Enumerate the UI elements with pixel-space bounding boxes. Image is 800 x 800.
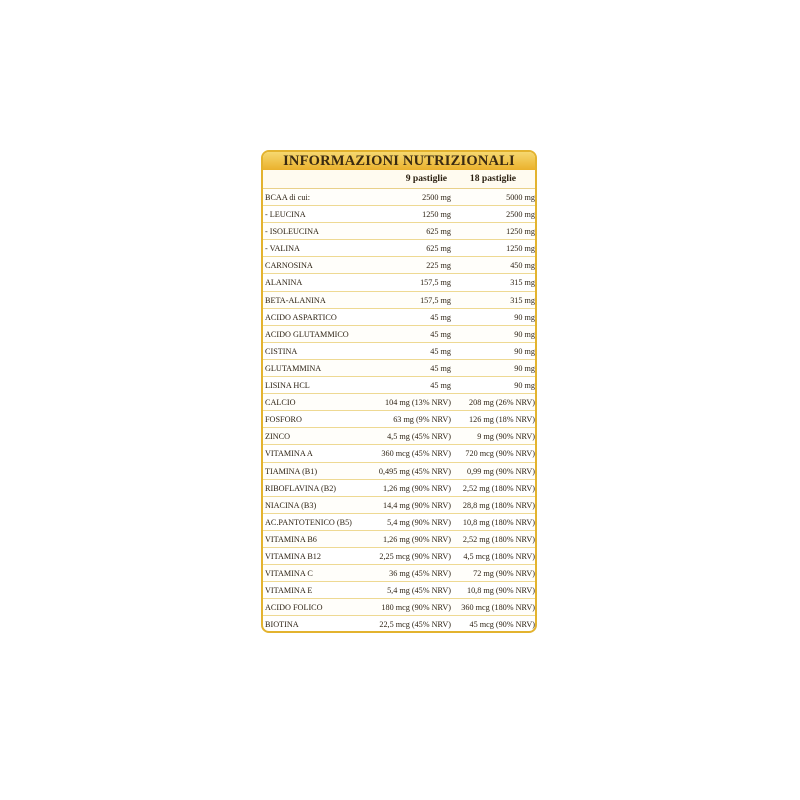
nutrient-row (263, 257, 535, 274)
nutrient-name: BETA-ALANINA (265, 295, 326, 305)
amount-9-tablets: 625 mg (426, 244, 451, 254)
amount-9-tablets: 2500 mg (422, 193, 451, 202)
amount-18-tablets: 90 mg (514, 381, 535, 391)
nutrient-row (263, 206, 535, 223)
nutrient-row (263, 582, 535, 599)
amount-9-tablets: 1,26 mg (90% NRV) (382, 534, 451, 544)
nutrient-name: VITAMINA B12 (265, 551, 321, 561)
amount-9-tablets: 5,4 mg (90% NRV) (387, 517, 451, 527)
nutrient-row (263, 445, 535, 462)
amount-18-tablets: 90 mg (514, 363, 535, 373)
amount-9-tablets: 4,5 mg (45% NRV) (387, 432, 451, 442)
amount-18-tablets: 90 mg (514, 329, 535, 339)
amount-9-tablets: 104 mg (13% NRV) (385, 398, 451, 408)
nutrient-row (263, 377, 535, 394)
nutrient-row (263, 309, 535, 326)
nutrient-row (263, 292, 535, 309)
amount-9-tablets: 180 mcg (90% NRV) (381, 603, 451, 613)
column-header-18-tablets: 18 pastiglie (469, 173, 516, 184)
amount-9-tablets: 225 mg (426, 261, 451, 271)
nutrient-row (263, 189, 535, 206)
amount-18-tablets: 2,52 mg (180% NRV) (462, 534, 535, 544)
nutrient-row (263, 428, 535, 445)
nutrient-name: ACIDO GLUTAMMICO (265, 329, 349, 339)
amount-9-tablets: 45 mg (430, 312, 451, 322)
amount-18-tablets: 4,5 mcg (180% NRV) (463, 551, 535, 561)
nutrient-row (263, 548, 535, 565)
amount-9-tablets: 45 mg (430, 381, 451, 391)
amount-9-tablets: 1250 mg (422, 210, 451, 220)
amount-18-tablets: 720 mcg (90% NRV) (465, 449, 535, 459)
amount-9-tablets: 14,4 mg (90% NRV) (382, 500, 451, 510)
nutrient-name: FOSFORO (265, 415, 302, 425)
amount-18-tablets: 1250 mg (506, 227, 535, 237)
nutrient-row (263, 360, 535, 377)
amount-18-tablets: 450 mg (510, 261, 535, 271)
column-header-nutrient (263, 170, 365, 188)
amount-9-tablets: 5,4 mg (45% NRV) (387, 586, 451, 596)
amount-9-tablets: 625 mg (426, 227, 451, 237)
nutrient-name: NIACINA (B3) (265, 500, 317, 510)
nutrient-row (263, 531, 535, 548)
nutrient-row (263, 480, 535, 497)
nutrient-name: GLUTAMMINA (265, 363, 322, 373)
nutrient-name: - ISOLEUCINA (265, 227, 319, 237)
nutrient-name: RIBOFLAVINA (B2) (265, 483, 337, 493)
nutrient-name: LISINA HCL (265, 381, 310, 391)
amount-9-tablets: 22,5 mcg (45% NRV) (379, 620, 451, 630)
nutrient-list (263, 189, 535, 633)
nutrient-row (263, 394, 535, 411)
amount-18-tablets: 126 mg (18% NRV) (469, 415, 535, 425)
amount-18-tablets: 315 mg (510, 278, 535, 288)
amount-18-tablets: 315 mg (510, 295, 535, 305)
amount-9-tablets: 360 mcg (45% NRV) (381, 449, 451, 459)
amount-18-tablets: 0,99 mg (90% NRV) (466, 466, 535, 476)
amount-18-tablets: 360 mcg (180% NRV) (461, 603, 535, 613)
amount-18-tablets: 2500 mg (506, 210, 535, 220)
nutrient-name: ALANINA (265, 278, 303, 288)
nutrient-row (263, 616, 535, 633)
nutrient-name: TIAMINA (B1) (265, 466, 318, 476)
nutrient-row (263, 599, 535, 616)
nutrient-name: VITAMINA E (265, 586, 313, 596)
column-header-row (263, 170, 535, 189)
amount-18-tablets: 10,8 mg (90% NRV) (466, 586, 535, 596)
nutrient-name: VITAMINA C (265, 569, 313, 579)
nutrient-name: CARNOSINA (265, 261, 313, 271)
nutrient-row (263, 411, 535, 428)
nutrient-name: - VALINA (265, 244, 300, 254)
amount-9-tablets: 2,25 mcg (90% NRV) (379, 551, 451, 561)
amount-18-tablets: 5000 mg (506, 193, 535, 202)
nutrient-name: VITAMINA B6 (265, 534, 317, 544)
nutrient-name: BCAA di cui: (265, 193, 311, 202)
amount-9-tablets: 63 mg (9% NRV) (393, 415, 451, 425)
amount-9-tablets: 45 mg (430, 346, 451, 356)
nutrient-row (263, 240, 535, 257)
nutrient-name: - LEUCINA (265, 210, 306, 220)
nutrient-name: VITAMINA A (265, 449, 313, 459)
amount-9-tablets: 45 mg (430, 329, 451, 339)
amount-18-tablets: 208 mg (26% NRV) (469, 398, 535, 408)
nutrient-row (263, 274, 535, 291)
nutrient-row (263, 343, 535, 360)
amount-18-tablets: 90 mg (514, 346, 535, 356)
column-header-9-tablets: 9 pastiglie (405, 173, 447, 184)
nutrient-name: BIOTINA (265, 620, 299, 630)
nutrient-name: ACIDO FOLICO (265, 603, 323, 613)
nutrition-facts-panel (261, 150, 537, 633)
amount-9-tablets: 36 mg (45% NRV) (389, 569, 451, 579)
amount-18-tablets: 90 mg (514, 312, 535, 322)
nutrient-name: CISTINA (265, 346, 298, 356)
panel-title: INFORMAZIONI NUTRIZIONALI (263, 152, 535, 170)
nutrient-name: AC.PANTOTENICO (B5) (265, 517, 352, 527)
amount-9-tablets: 157,5 mg (420, 278, 451, 288)
amount-18-tablets: 45 mcg (90% NRV) (469, 620, 535, 630)
nutrient-name: ZINCO (265, 432, 291, 442)
amount-18-tablets: 10,8 mg (180% NRV) (462, 517, 535, 527)
amount-9-tablets: 1,26 mg (90% NRV) (382, 483, 451, 493)
nutrient-row (263, 497, 535, 514)
amount-18-tablets: 28,8 mg (180% NRV) (462, 500, 535, 510)
nutrient-row (263, 565, 535, 582)
amount-9-tablets: 157,5 mg (420, 295, 451, 305)
nutrient-row (263, 326, 535, 343)
amount-9-tablets: 0,495 mg (45% NRV) (378, 466, 451, 476)
nutrient-name: ACIDO ASPARTICO (265, 312, 337, 322)
nutrient-row (263, 223, 535, 240)
nutrient-row (263, 514, 535, 531)
nutrient-row (263, 463, 535, 480)
amount-18-tablets: 9 mg (90% NRV) (477, 432, 535, 442)
amount-18-tablets: 1250 mg (506, 244, 535, 254)
amount-18-tablets: 2,52 mg (180% NRV) (462, 483, 535, 493)
nutrient-name: CALCIO (265, 398, 296, 408)
amount-9-tablets: 45 mg (430, 363, 451, 373)
amount-18-tablets: 72 mg (90% NRV) (473, 569, 535, 579)
